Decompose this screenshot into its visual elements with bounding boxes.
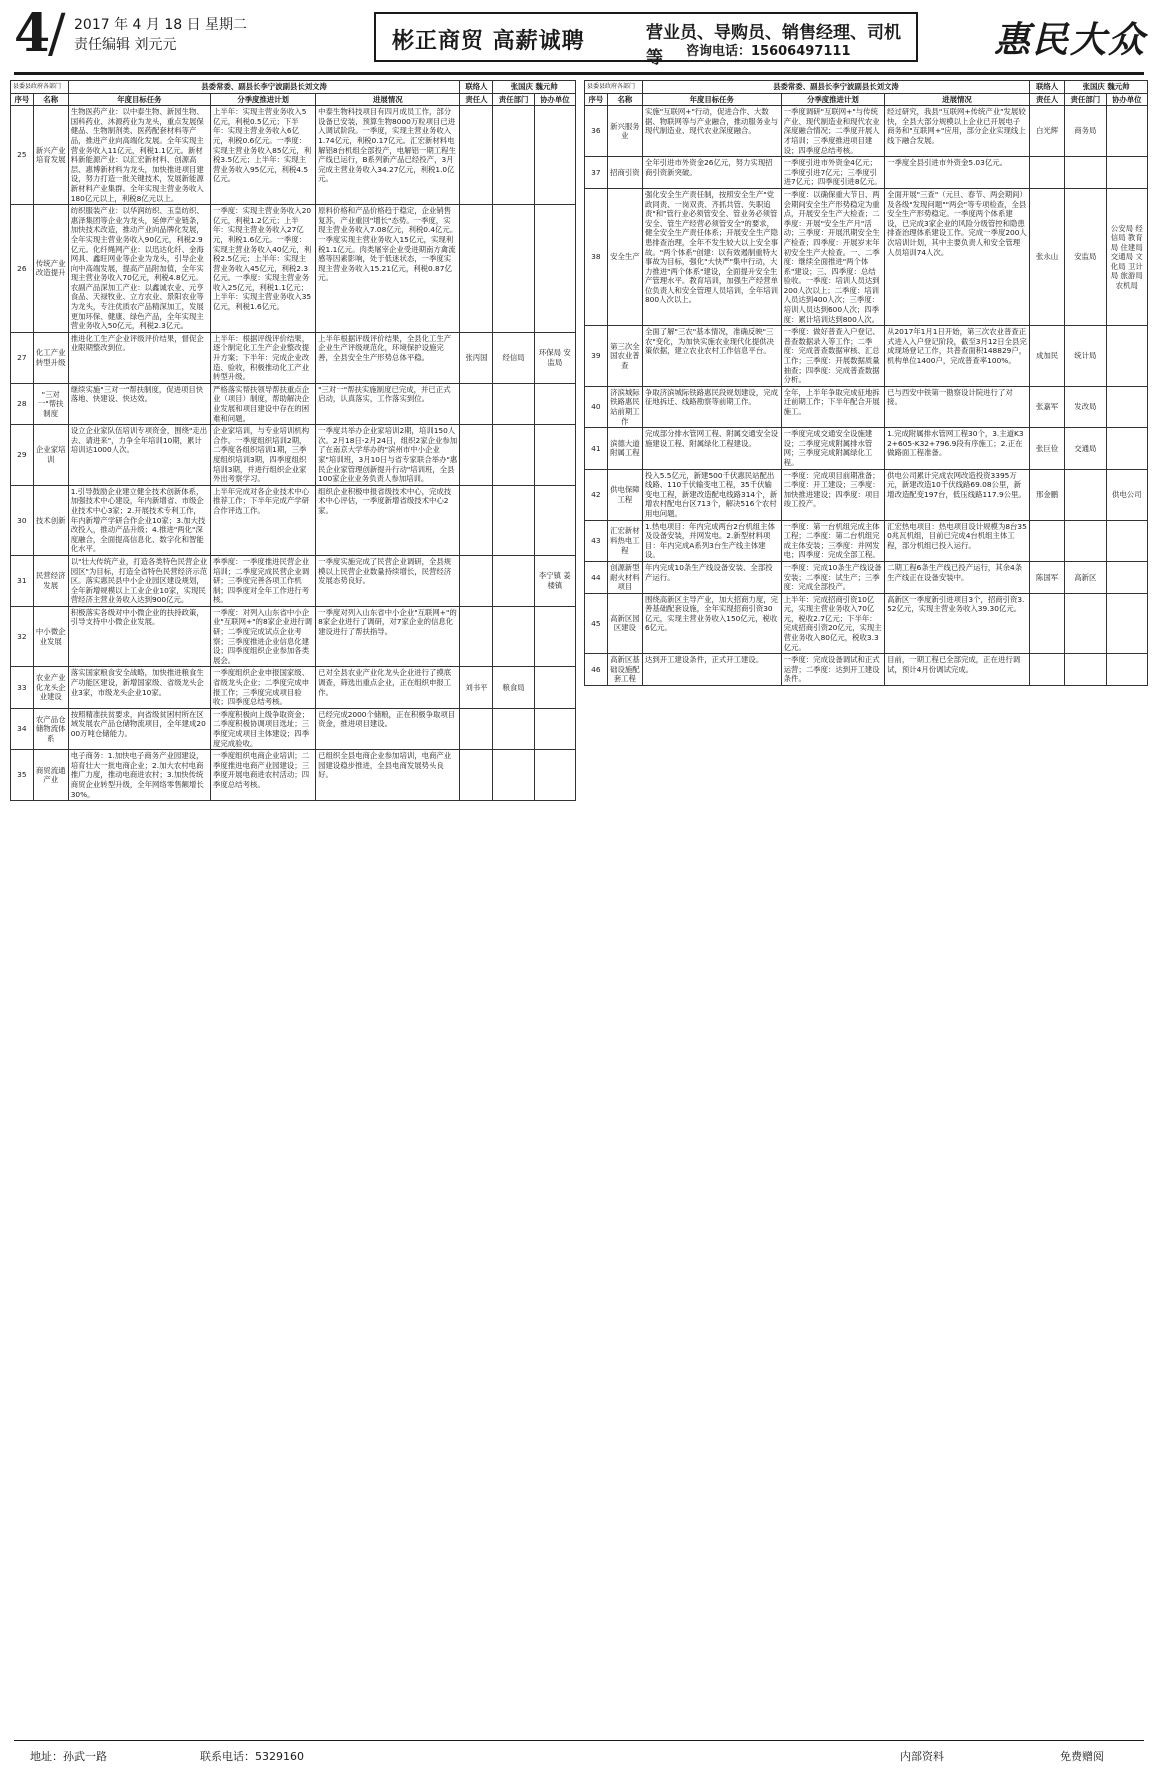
row-plan: 一季度积极向上级争取资金；二季度积极协调项目选址；三季度完成项目主体建设；四季度完成验收。: [211, 708, 316, 749]
header-no: 序号: [11, 93, 34, 106]
issue-date: 2017 年 4 月 18 日 星期二: [74, 17, 248, 33]
row-department: [493, 555, 534, 606]
task-table-left: [10, 80, 576, 801]
table-row: [11, 750, 576, 801]
row-progress: 高新区一季度新引进项目3个，招商引资3.52亿元，实现主营业务收入39.30亿元。: [885, 593, 1030, 654]
table-row: [11, 708, 576, 749]
row-number: 42: [585, 469, 608, 520]
row-name: 农产品仓储物流体系: [33, 708, 68, 749]
row-name: 滨德大道附属工程: [607, 428, 642, 469]
row-responsible: 刘书平: [460, 667, 493, 708]
row-goal: 设立企业家队伍培训专项资金，围绕"走出去、请进来"，力争全年培训10期，累计培训达1000人次。: [68, 425, 210, 486]
row-goal: 电子商务：1.加快电子商务产业园建设，培育壮大一批电商企业；2.加大农村电商推广力度，推动电商进农村；3.加快传统商贸企业转型升级，全年网络零售额增长30%。: [68, 750, 210, 801]
row-goal: 围绕高新区主导产业，加大招商力度，完善基础配套设施，全年实现招商引资30亿元，实现主营业务收入150亿元，税收6亿元。: [642, 593, 781, 654]
row-plan: 一季度调研"互联网+"与传统产业、现代制造业和现代农业深度融合情况；二季度开展人才培训；三季度推进项目建设；四季度总结考核。: [781, 106, 884, 157]
row-plan: 一季度：完成10条生产线设备安装；二季度：试生产；三季度：完成全部投产。: [781, 561, 884, 593]
row-department: [1065, 654, 1106, 686]
row-progress: 全面开展"三查"（元旦、春节、两会期间）及各级"发现问题""两会"等专项检查，全县安全生产形势稳定。一季度两个体系建设，已完成3家企业的风险分级管控和隐患排查治理体系建设工作。完成一季度200人次培训计划，其中主要负责人和安全管理人员培训74人次。: [885, 188, 1030, 325]
table-row: [11, 606, 576, 667]
row-department: [493, 606, 534, 667]
row-department: [493, 485, 534, 555]
row-name: 济滨城际铁路惠民站前期工作: [607, 386, 642, 427]
row-name: 招商引资: [607, 157, 642, 189]
row-goal: 推进化工生产企业评级评价结果，督促企业限期整改到位。: [68, 332, 210, 383]
row-number: 38: [585, 188, 608, 325]
row-assist: [534, 606, 575, 667]
row-progress: 已组织全县电商企业参加培训，电商产业园建设稳步推进，全县电商发展势头良好。: [316, 750, 460, 801]
row-progress: 组织企业积极申报省级技术中心，完成技术中心评估，一季度新增省级技术中心2家。: [316, 485, 460, 555]
row-responsible: [1029, 593, 1064, 654]
row-progress: 中泰生物科技项目有四月成员工作，部分设备已安装，预算生物8000万粒项目已进入调试阶段。一季度，实现主营业务收入1.74亿元，利税0.17亿元。汇宏新材料电解铝8台机组全部投产，电解铝一期工程生产线已运行，B系列新产品已经投产，3月完成主营业务收入34.27亿元，利税1.0亿元。: [316, 106, 460, 205]
row-department: [1065, 469, 1106, 520]
row-assist: [534, 750, 575, 801]
row-department: [493, 205, 534, 333]
row-assist: [534, 485, 575, 555]
row-plan: 企业家培训，与专业培训机构合作。一季度组织培训2期，二季度各组织培训1期，三季度组织培训3期，四季度组织培训3期，并进行组织企业家外出考察学习。: [211, 425, 316, 486]
row-goal: 1.热电项目：年内完成两台2台机组主体及设备安装，并网发电。2.新型材料项目：年内完成A系列3台生产线主体建设。: [642, 520, 781, 561]
ad-title: 彬正商贸 高薪诚聘: [392, 29, 585, 54]
ad-phone: 咨询电话：15606497111: [686, 44, 851, 59]
row-assist: [1106, 654, 1147, 686]
row-assist: 李宁镇 姜楼镇: [534, 555, 575, 606]
row-name: 高新区基础设施配套工程: [607, 654, 642, 686]
row-responsible: 张巨俭: [1029, 428, 1064, 469]
row-assist: [1106, 520, 1147, 561]
row-progress: 从2017年1月1日开始，第三次农业普查正式进入入户登记阶段，截至3月12日全县完成现场登记工作，共普查面积148829户，机构单位1400户，完成普查率100%。: [885, 326, 1030, 387]
row-plan: 上半年完成对各企业技术中心推荐工作；下半年完成产学研合作评选工作。: [211, 485, 316, 555]
row-goal: 全年引进市外资金26亿元，努力实现招商引资新突破。: [642, 157, 781, 189]
row-number: 40: [585, 386, 608, 427]
row-responsible: 成加民: [1029, 326, 1064, 387]
table-row: [585, 593, 1148, 654]
row-department: [1065, 157, 1106, 189]
contact-names: 张国庆 魏元帅: [493, 81, 576, 94]
row-responsible: [460, 708, 493, 749]
row-name: 汇宏新材料热电工程: [607, 520, 642, 561]
row-plan: 上半年：实现主营业务收入5亿元，利税0.5亿元；下半年：实现主营业务收入6亿元，利税0.6亿元。一季度：实现主营业务收入85亿元，利税3.5亿元；上半年：实现主营业务收入95亿元，利税4.5亿元。: [211, 106, 316, 205]
row-plan: 全年，上半年争取完成征地拆迁前期工作；下半年配合开展施工。: [781, 386, 884, 427]
row-plan: 季季度：一季度推进民营企业培训；二季度完成民营企业调研；三季度完善各项工作机制；四季度对全年工作进行考核。: [211, 555, 316, 606]
row-department: 统计局: [1065, 326, 1106, 387]
contact-label: 联络人: [460, 81, 493, 94]
row-name: 农业产业化龙头企业建设: [33, 667, 68, 708]
row-number: 28: [11, 383, 34, 424]
table-row: [585, 326, 1148, 387]
row-assist: [534, 383, 575, 424]
row-progress: 汇宏热电项目：热电项目设计规模为8台350兆瓦机组，目前已完成4台机组主体工程，部分机组已投入运行。: [885, 520, 1030, 561]
page-header: [14, 3, 1146, 72]
row-department: [493, 425, 534, 486]
row-assist: [1106, 386, 1147, 427]
header-progress: 进展情况: [316, 93, 460, 106]
row-plan: 一季度组织企业申报国家级、省级龙头企业；二季度完成申报工作；三季度完成项目验收；四季度总结考核。: [211, 667, 316, 708]
footer-address: 地址：孙武一路: [30, 1750, 107, 1763]
row-number: 32: [11, 606, 34, 667]
row-assist: [1106, 157, 1147, 189]
row-name: 民营经济发展: [33, 555, 68, 606]
row-name: 供电保障工程: [607, 469, 642, 520]
row-responsible: [1029, 157, 1064, 189]
row-department: 粮食局: [493, 667, 534, 708]
row-assist: [534, 708, 575, 749]
contact-label: 联络人: [1029, 81, 1064, 94]
table-row: [11, 425, 576, 486]
row-plan: 一季度：完成设备调试和正式运营；二季度：达到开工建设条件。: [781, 654, 884, 686]
row-assist: [534, 106, 575, 205]
row-assist: [1106, 561, 1147, 593]
header-plan: 分季度推进计划: [211, 93, 316, 106]
row-assist: 环保局 安监局: [534, 332, 575, 383]
row-plan: 一季度：做好普查入户登记、普查数据录入等工作；二季度：完成普查数据审核、汇总工作；三季度：开展数据质量抽查；四季度：完成普查数据分析。: [781, 326, 884, 387]
row-plan: 一季度：第一台机组完成主体工程；二季度：第二台机组完成主体安装；三季度：并网发电；四季度：完成全部工程。: [781, 520, 884, 561]
row-responsible: 邢金鹏: [1029, 469, 1064, 520]
row-department: [493, 383, 534, 424]
row-goal: 争取济滨城际铁路惠民段规划建设，完成征地拆迁、线路勘察等前期工作。: [642, 386, 781, 427]
row-responsible: [1029, 520, 1064, 561]
table-row: [585, 428, 1148, 469]
row-assist: [534, 425, 575, 486]
page-number: 4: [14, 3, 51, 64]
row-goal: 投入5.5亿元，新建500千伏惠民站配出线路、110千伏输变电工程，35千伏输变电工程，新建改造配电线路314个，新增农村配电台区713个，解决516个农村用电问题。: [642, 469, 781, 520]
table-row: [585, 654, 1148, 686]
footer-free: 免费赠阅: [1060, 1750, 1104, 1763]
row-number: 31: [11, 555, 34, 606]
row-responsible: 白光辉: [1029, 106, 1064, 157]
row-responsible: [460, 383, 493, 424]
row-goal: 1.引导鼓励企业建立健全技术创新体系，加强技术中心建设，年内新增省、市级企业技术中心3家；2.开展技术专利工作，年内新增产学研合作企业10家；3.加大技改投入，推动产品升级；4.推进"两化"深度融合，全面提高信息化、数字化和智能化水平。: [68, 485, 210, 555]
row-responsible: [1029, 654, 1064, 686]
table-row: [11, 667, 576, 708]
row-number: 45: [585, 593, 608, 654]
row-department: [493, 708, 534, 749]
row-department: [1065, 593, 1106, 654]
header-name: 名称: [607, 93, 642, 106]
header-rule: [14, 72, 1144, 75]
row-goal: 纺织服装产业：以华润纺织、玉皇纺织、惠泽集团等企业为龙头，延伸产业链条，加快技术改造，推动产业向品牌化发展，全年实现主营业务收入90亿元，利税2.9亿元。化纤绳网产业：以迅达化纤、金海网具、鑫旺网业等企业为龙头，引导企业向中高端发展，提高产品附加值，全年实现主营业务收入70亿元，利税4.8亿元。农副产品深加工产业：以鑫诚农业、元亨食品、天禄牧业、立方农业、景阳农业等为龙头，专注优质农产品精深加工，发展更加环保、健康、绿色产品，全年实现主营业务收入50亿元，利税2.3亿元。: [68, 205, 210, 333]
row-goal: 达到开工建设条件，正式开工建设。: [642, 654, 781, 686]
row-name: 第三次全国农业普查: [607, 326, 642, 387]
row-name: 商贸流通产业: [33, 750, 68, 801]
table-row: [11, 555, 576, 606]
row-plan: 一季度组织电商企业培训；二季度推进电商产业园建设；三季度开展电商进农村活动；四季度总结考核。: [211, 750, 316, 801]
row-number: 25: [11, 106, 34, 205]
header-plan: 分季度推进计划: [781, 93, 884, 106]
contact-names: 张国庆 魏元帅: [1065, 81, 1148, 94]
row-progress: 已经完成2000个储粮，正在积极争取项目资金，推进项目建设。: [316, 708, 460, 749]
header-assist: 协办单位: [534, 93, 575, 106]
row-department: [493, 750, 534, 801]
row-plan: 一季度：实现主营业务收入20亿元，利税1.2亿元；上半年：实现主营业务收入27亿元，利税1.6亿元。一季度：实现主营业务收入40亿元，利税2.5亿元；上半年：实现主营业务收入45亿元，利税2.3亿元。一季度：实现主营业务收入25亿元，利税1.1亿元；上半年：实现主营业务收入35亿元，利税1.6亿元。: [211, 205, 316, 333]
row-goal: 以"壮大传统产业，打造各类特色民营企业园区"为目标，打造全省特色民营经济示范区。落实惠民县中小企业园区建设规划，全年新增规模以上工业企业10家，实现民营经济主营业务收入达到900亿元。: [68, 555, 210, 606]
header-goal: 年度目标任务: [68, 93, 210, 106]
row-department: 商务局: [1065, 106, 1106, 157]
row-number: 29: [11, 425, 34, 486]
row-number: 33: [11, 667, 34, 708]
row-responsible: 陈国军: [1029, 561, 1064, 593]
row-responsible: 张嘉军: [1029, 386, 1064, 427]
table-row: [585, 520, 1148, 561]
leader-title: 县委常委、副县长李宁波副县长刘文涛: [68, 81, 460, 94]
row-goal: 生物医药产业：以中泰生物、新园生物、国科药业、沐源药业为龙头，重点发展保健品、生物制剂类、医药配套材料等产品，推进产业向高端化发展。全年实现主营业务收入11亿元，利税1.1亿元。新材料新能源产业：以汇宏新材料、创源高层、惠博新材料为龙头，加快推进项目建设，努力打造一批关键技术，发展新能源新材料产业集群。全年实现主营业务收入180亿元以上，利税8亿元以上。: [68, 106, 210, 205]
header-progress: 进展情况: [885, 93, 1030, 106]
row-responsible: [460, 606, 493, 667]
row-goal: 按照精准扶贫要求，向省级贫困村所在区域发展农产品仓储物流项目，全年建成2000万吨仓储能力。: [68, 708, 210, 749]
row-name: 创源新型耐火材料项目: [607, 561, 642, 593]
row-number: 26: [11, 205, 34, 333]
row-responsible: 张丙国: [460, 332, 493, 383]
footer-phone: 联系电话：5329160: [200, 1750, 304, 1763]
row-plan: 一季度引进市外资金4亿元；二季度引进7亿元；三季度引进7亿元；四季度引进8亿元。: [781, 157, 884, 189]
header-no: 序号: [585, 93, 608, 106]
row-department: 高新区: [1065, 561, 1106, 593]
row-plan: 上半年：完成招商引资10亿元，实现主营业务收入70亿元，税收2.7亿元；下半年：完成招商引资20亿元，实现主营业务收入80亿元，税收3.3亿元。: [781, 593, 884, 654]
row-responsible: [460, 485, 493, 555]
footer-rule: [14, 1740, 1144, 1741]
table-row: [585, 386, 1148, 427]
row-number: 43: [585, 520, 608, 561]
row-progress: 一季度对列入山东省中小企业"互联网+"的8家企业进行了调研，对7家企业的信息化建设进行了帮扶指导。: [316, 606, 460, 667]
row-number: 41: [585, 428, 608, 469]
row-progress: 一季度实施完成了民营企业调研，全县规模以上民营企业数量持续增长，民营经济发展态势良好。: [316, 555, 460, 606]
editor-credit: 责任编辑 刘元元: [74, 37, 177, 53]
row-plan: 一季度：完成项目前期准备；二季度：开工建设；三季度：加快推进建设；四季度：项目竣工投产。: [781, 469, 884, 520]
row-goal: 年内完成10条生产线设备安装、全部投产运行。: [642, 561, 781, 593]
row-department: 发改局: [1065, 386, 1106, 427]
row-assist: [534, 205, 575, 333]
row-number: 27: [11, 332, 34, 383]
footer-internal: 内部资料: [900, 1750, 944, 1763]
row-name: 高新区园区建设: [607, 593, 642, 654]
row-goal: 强化安全生产责任制，按照安全生产"党政同责、一岗双责、齐抓共管、失职追责"和"管行业必须管安全、管业务必须管安全、管生产经营必须管安全"的要求，健全安全生产责任体系；开展安全生产隐患排查治理，全年不发生较大以上安全事故。"两个体系"创建：以有效遏制重特大事故为目标，强化"大快严"集中行动，大力推进"两个体系"建设，全面提升安全生产管理水平。教育培训，加强生产经营单位负责人和安全管理人员培训，全年培训800人次以上。: [642, 188, 781, 325]
row-progress: "三对一"帮扶实施制度已完成，并已正式启动，认真落实，工作落实到位。: [316, 383, 460, 424]
table-row: [11, 383, 576, 424]
header-goal: 年度目标任务: [642, 93, 781, 106]
row-number: 34: [11, 708, 34, 749]
header-dept: 责任部门: [1065, 93, 1106, 106]
row-progress: 已与西安中铁第一勘察设计院进行了对接。: [885, 386, 1030, 427]
row-responsible: [460, 425, 493, 486]
org-note: 县委县政府各部门: [11, 81, 69, 94]
row-progress: 上半年根据评级评价结果，全县化工生产企业生产评级规范化，环境保护设施完善，全县安全生产形势总体平稳。: [316, 332, 460, 383]
row-number: 36: [585, 106, 608, 157]
row-department: 交通局: [1065, 428, 1106, 469]
row-plan: 一季度完成交通安全设施建设；二季度完成附属排水管网；三季度完成附属绿化工程。: [781, 428, 884, 469]
table-row: [11, 106, 576, 205]
table-row: [11, 205, 576, 333]
page-number-slash: /: [48, 4, 66, 64]
row-progress: 二期工程6条生产线已投产运行，其余4条生产线正在设备安装中。: [885, 561, 1030, 593]
row-responsible: [460, 106, 493, 205]
table-row: [585, 106, 1148, 157]
row-assist: [1106, 106, 1147, 157]
row-assist: 公安局 经信局 教育局 住建局 交通局 文化局 卫计局 旅游局 农机局: [1106, 188, 1147, 325]
header-dept: 责任部门: [493, 93, 534, 106]
row-responsible: [460, 750, 493, 801]
row-number: 46: [585, 654, 608, 686]
leader-title: 县委常委、副县长李宁波副县长刘文涛: [642, 81, 1029, 94]
table-row: [11, 485, 576, 555]
row-goal: 实施"互联网+"行动，促进合作、大数据、物联网等与产业融合，推动服务业与现代制造业、现代农业深度融合。: [642, 106, 781, 157]
row-plan: 上半年：根据评级评价结果，逐个制定化工生产企业整改提升方案；下半年：完成企业改造、验收，积极推动化工产业转型升级。: [211, 332, 316, 383]
ad-positions: 营业员、导购员、销售经理、司机等: [646, 23, 901, 68]
row-name: 中小微企业发展: [33, 606, 68, 667]
row-name: "三对一"帮扶制度: [33, 383, 68, 424]
recruitment-ad: [374, 12, 918, 68]
row-goal: 落实国家粮食安全战略，加快推进粮食生产功能区建设，新增国家级、省级龙头企业3家，市级龙头企业10家。: [68, 667, 210, 708]
row-goal: 完成部分排水管网工程、附属交通安全设施建设工程、附属绿化工程建设。: [642, 428, 781, 469]
row-name: 传统产业改造提升: [33, 205, 68, 333]
row-progress: 供电公司累计完成农网改造投资3395万元，新建改造10千伏线路69.08公里，新增改造配变197台，低压线路117.9公里。: [885, 469, 1030, 520]
row-department: [493, 106, 534, 205]
row-name: 新兴产业培育发展: [33, 106, 68, 205]
row-goal: 积极落实各级对中小微企业的扶持政策，引导支持中小微企业发展。: [68, 606, 210, 667]
row-assist: [1106, 326, 1147, 387]
row-responsible: [460, 205, 493, 333]
left-column: [10, 80, 576, 1730]
table-row: [585, 157, 1148, 189]
row-responsible: [460, 555, 493, 606]
row-name: 企业家培训: [33, 425, 68, 486]
row-progress: 一季度全县引进市外资金5.03亿元。: [885, 157, 1030, 189]
row-number: 37: [585, 157, 608, 189]
row-number: 30: [11, 485, 34, 555]
row-progress: 目前，一期工程已全部完成，正在进行调试，预计4月份调试完成。: [885, 654, 1030, 686]
row-department: 安监局: [1065, 188, 1106, 325]
right-column: [584, 80, 1148, 1730]
header-assist: 协办单位: [1106, 93, 1147, 106]
row-assist: 供电公司: [1106, 469, 1147, 520]
row-name: 化工产业转型升级: [33, 332, 68, 383]
row-number: 39: [585, 326, 608, 387]
row-progress: 已对全县农业产业化龙头企业进行了摸底调查，筛选出重点企业，正在组织申报工作。: [316, 667, 460, 708]
row-number: 44: [585, 561, 608, 593]
row-progress: 一季度共举办企业家培训2期，培训150人次。2月18日-2月24日，组织2家企业参加了在南京大学举办的"滨州市中小企业家"培训班，3月10日与省专家联合举办"惠民企业家管理创新提升行动"培训班，全县100家企业业务负责人参加培训。: [316, 425, 460, 486]
row-progress: 经过研究，我县"互联网+传统产业"发展较快，全县大部分规模以上企业已开展电子商务和"互联网+"应用，部分企业实现线上线下融合发展。: [885, 106, 1030, 157]
row-responsible: 张永山: [1029, 188, 1064, 325]
table-row: [11, 332, 576, 383]
row-name: 安全生产: [607, 188, 642, 325]
row-name: 新兴服务业: [607, 106, 642, 157]
row-name: 技术创新: [33, 485, 68, 555]
row-goal: 继续实施"三对一"帮扶制度，促进项目快落地、快建设、快达效。: [68, 383, 210, 424]
header-resp: 责任人: [460, 93, 493, 106]
row-progress: 原料价格和产品价格趋于稳定，企业销售复苏，产业重回"增长"态势。一季度，实现主营业务收入7.08亿元，利税0.4亿元。一季度实现主营业务收入15亿元，实现利税1.1亿元。肉类屠宰企业受进期南方禽流感等因素影响，处于低迷状态，一季度实现主营业务收入15.21亿元，利税0.87亿元。: [316, 205, 460, 333]
masthead-logo: 惠民大众: [993, 19, 1146, 61]
org-note: 县委县政府各部门: [585, 81, 643, 94]
row-assist: [1106, 593, 1147, 654]
row-department: [1065, 520, 1106, 561]
row-department: 经信局: [493, 332, 534, 383]
row-plan: 严格落实帮扶领导帮扶重点企业（项目）制度，帮助解决企业发展和项目建设中存在的困难和问题。: [211, 383, 316, 424]
header-name: 名称: [33, 93, 68, 106]
row-assist: [534, 667, 575, 708]
row-assist: [1106, 428, 1147, 469]
table-row: [585, 188, 1148, 325]
row-number: 35: [11, 750, 34, 801]
row-progress: 1.完成附属排水管网工程30个，3.主道K32+605-K32+796.9段有序施工；2.正在做路面工程准备。: [885, 428, 1030, 469]
table-row: [585, 561, 1148, 593]
table-row: [585, 469, 1148, 520]
header-resp: 责任人: [1029, 93, 1064, 106]
row-plan: 一季度：对列入山东省中小企业"互联网+"的8家企业进行调研；二季度完成试点企业考察；三季度推进企业信息化建设；四季度组织企业参加各类展会。: [211, 606, 316, 667]
row-plan: 一季度：以确保重大节日、两会期间安全生产形势稳定为重点，开展安全生产大检查；二季度：开展"安全生产月"活动；三季度：开展汛期安全生产检查；四季度：开展岁末年初安全生产大检查。一、二季度：继续全面推进"两个体系"建设；三、四季度：总结验收。一季度：培训人员达到200人次以上；二季度：培训人员达到400人次；三季度：培训人员达到600人次；四季度：累计培训达到800人次。: [781, 188, 884, 325]
row-goal: 全面了解"三农"基本情况，准确反映"三农"变化，为加快实施农业现代化提供决策依据，建立农业农村工作信息平台。: [642, 326, 781, 387]
task-table-right: [584, 80, 1148, 686]
